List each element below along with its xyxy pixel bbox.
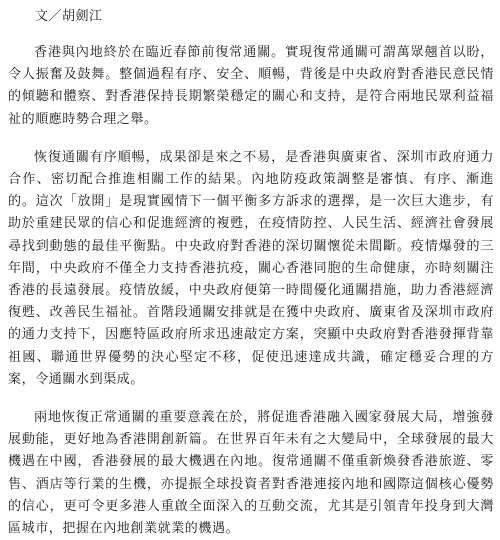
paragraph-1: 香港與內地終於在臨近春節前復常通關。實現復常通關可謂萬眾翹首以盼，令人振奮及鼓舞。整個過程有序、安全、順暢，背後是中央政府對香港民意民情的傾聽和體察、對香港保持長期繁榮穩定的關心和支持，是符合兩地民眾利益福祉的順應時勢合理之舉。 <box>8 45 494 127</box>
author-byline: 文／胡劍江 <box>35 9 103 24</box>
paragraph-2: 恢復通關有序順暢，成果卻是來之不易，是香港與廣東省、深圳市政府通力合作、密切配合推進相關工作的結果。內地防疫政策調整是審慎、有序、漸進的。這次「放開」是現實國情下一個平衡多方訴求的選擇，是一次巨大進步，有助於重建民眾的信心和促進經濟的複甦，在疫情防控、人民生活、經濟社會發展尋找到動態的最佳平衡點。中央政府對香港的深切關懷從未間斷。疫情爆發的三年間，中央政府不僅全力支持香港抗疫，關心香港同胞的生命健康，亦時刻關注香港的長遠發展。疫情放緩，中央政府便第一時間優化通關措施，助力香港經濟復甦、改善民生福祉。首階段通關安排就是在獲中央政府、廣東省及深圳市政府的通力支持下，因應特區政府所求迅速敲定方案，突顯中央政府對香港發揮背靠祖國、聯通世界優勢的決心堅定不移，促使迅速達成共識，確定穩妥合理的方案，令通關水到渠成。 <box>8 149 494 387</box>
paragraph-3: 兩地恢復正常通關的重要意義在於，將促進香港融入國家發展大局，增強發展動能，更好地為香港開創新篇。在世界百年未有之大變局中，全球發展的最大機遇在中國，香港發展的最大機遇在內地。復常通關不僅重新煥發香港旅遊、零售、酒店等行業的生機，亦提振全球投資者對香港連接內地和國際這個核心優勢的信心，更可令更多港人重啟全面深入的互動交流，尤其是引領青年投身到大灣區城市，把握在內地創業就業的機遇。 <box>8 410 494 537</box>
